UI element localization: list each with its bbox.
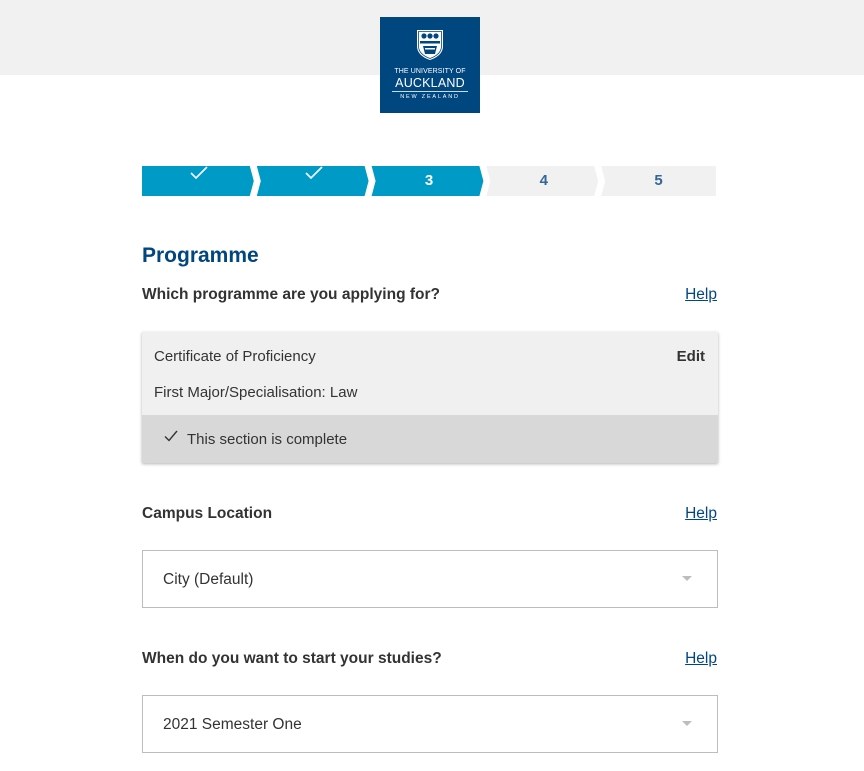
logo-divider [392,91,468,92]
campus-selected-value: City (Default) [163,571,254,588]
checkmark-icon [164,430,178,442]
progress-step-label: 3 [424,172,434,189]
programme-help-link[interactable]: Help [685,286,717,303]
section-complete-banner [142,415,718,463]
progress-step-label: 5 [654,172,663,189]
logo-text-line1: THE UNIVERSITY OF [394,68,466,75]
university-crest-icon [416,29,444,61]
progress-stepper [142,166,716,196]
university-logo[interactable] [380,17,480,113]
start-studies-select[interactable] [142,695,718,753]
chevron-down-icon [682,721,692,726]
section-complete-text: This section is complete [187,431,348,448]
start-date-label: When do you want to start your studies? [142,650,442,667]
progress-step-label: 4 [539,172,548,189]
campus-help-link[interactable]: Help [685,505,717,522]
programme-name: Certificate of Proficiency [154,348,316,365]
campus-location-select[interactable] [142,550,718,608]
logo-text-line2: AUCKLAND [395,76,465,90]
step-checkmark-icon [305,166,323,180]
page-title: Programme [142,244,259,267]
edit-programme-button[interactable]: Edit [676,348,705,365]
programme-summary-card [142,332,718,463]
programme-question-label: Which programme are you applying for? [142,286,440,303]
chevron-down-icon [682,576,692,581]
programme-major: First Major/Specialisation: Law [154,384,358,401]
step-checkmark-icon [190,166,208,180]
campus-location-label: Campus Location [142,505,273,522]
start-selected-value: 2021 Semester One [163,716,302,733]
start-help-link[interactable]: Help [685,650,717,667]
logo-text-line3: NEW ZEALAND [400,94,460,100]
